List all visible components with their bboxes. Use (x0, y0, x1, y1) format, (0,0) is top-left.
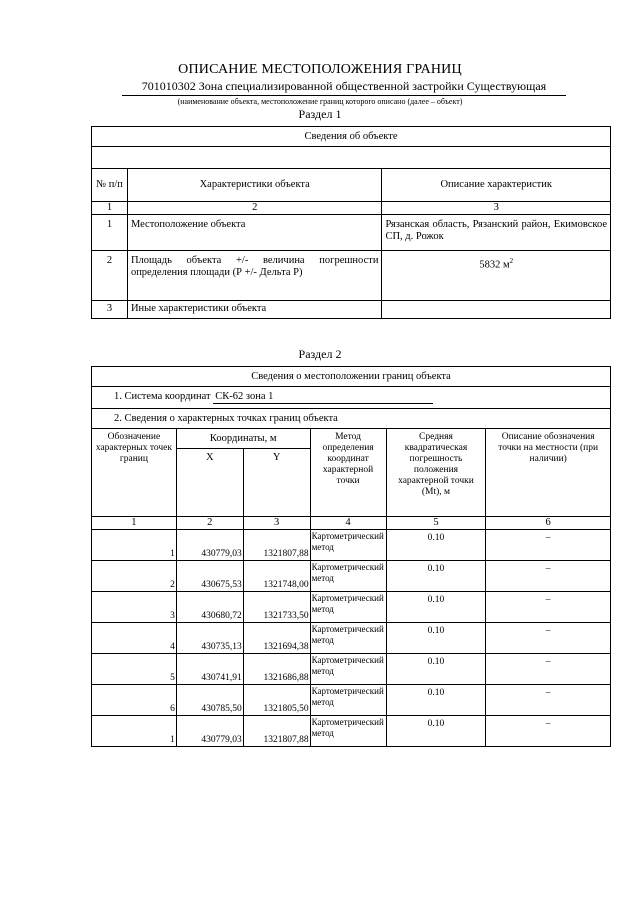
point-number: 6 (92, 685, 177, 716)
point-method: Картометрический метод (310, 592, 386, 623)
header-coords: Координаты, м (176, 429, 310, 449)
point-description: – (486, 685, 611, 716)
point-number: 5 (92, 654, 177, 685)
header-num: № п/п (92, 169, 128, 202)
index-cell: 6 (486, 517, 611, 530)
point-method: Картометрический метод (310, 623, 386, 654)
point-method: Картометрический метод (310, 530, 386, 561)
point-method: Картометрический метод (310, 561, 386, 592)
point-number: 2 (92, 561, 177, 592)
area-value: 5832 м (479, 259, 510, 271)
row-description (382, 301, 611, 319)
row-description: Рязанская область, Рязанский район, Екимовское СП, д. Рожок (382, 215, 611, 251)
point-x: 430680,72 (176, 592, 243, 623)
object-name: 701010302 Зона специализированной общественной застройки Существующая (122, 79, 566, 96)
index-cell: 1 (92, 202, 128, 215)
point-description: – (486, 561, 611, 592)
points-body (92, 530, 611, 747)
point-x: 430779,03 (176, 530, 243, 561)
point-error: 0.10 (386, 623, 486, 654)
object-name-note: (наименование объекта, местоположение границ которого описано (далее – объект) (177, 97, 463, 106)
area-unit-exponent: 2 (509, 257, 514, 265)
index-cell: 3 (382, 202, 611, 215)
row-description (382, 251, 611, 301)
point-error: 0.10 (386, 654, 486, 685)
point-description: – (486, 592, 611, 623)
object-info-table (91, 126, 611, 319)
point-method: Картометрический метод (310, 654, 386, 685)
point-number: 1 (92, 716, 177, 747)
point-x: 430675,53 (176, 561, 243, 592)
point-description: – (486, 530, 611, 561)
point-x: 430741,91 (176, 654, 243, 685)
point-y: 1321686,88 (243, 654, 310, 685)
row-characteristic: Местоположение объекта (127, 215, 382, 251)
point-y: 1321807,88 (243, 530, 310, 561)
point-number: 4 (92, 623, 177, 654)
table-row (92, 716, 611, 747)
point-method: Картометрический метод (310, 685, 386, 716)
boundary-points-table (91, 366, 611, 747)
header-description: Описание характеристик (382, 169, 611, 202)
coord-system-value: СК-62 зона 1 (213, 391, 433, 404)
header-error: Средняя квадратическая погрешность положения характерной точки (Mt), м (386, 429, 486, 517)
header-y: Y (243, 449, 310, 517)
point-y: 1321805,50 (243, 685, 310, 716)
index-cell: 2 (176, 517, 243, 530)
coord-system-label: 1. Система координат (114, 391, 211, 402)
point-description: – (486, 654, 611, 685)
coord-system-row (92, 387, 611, 409)
table-row (92, 530, 611, 561)
point-x: 430785,50 (176, 685, 243, 716)
index-cell: 5 (386, 517, 486, 530)
point-x: 430735,13 (176, 623, 243, 654)
point-error: 0.10 (386, 561, 486, 592)
index-cell: 3 (243, 517, 310, 530)
header-x: X (176, 449, 243, 517)
points-caption: 2. Сведения о характерных точках границ объекта (92, 409, 611, 429)
point-y: 1321733,50 (243, 592, 310, 623)
section1-label: Раздел 1 (298, 107, 342, 121)
point-y: 1321748,00 (243, 561, 310, 592)
point-description: – (486, 623, 611, 654)
index-cell: 4 (310, 517, 386, 530)
empty-row (92, 147, 611, 169)
boundary-caption: Сведения о местоположении границ объекта (92, 367, 611, 387)
section2-label: Раздел 2 (298, 347, 342, 361)
row-characteristic: Иные характеристики объекта (127, 301, 382, 319)
point-error: 0.10 (386, 530, 486, 561)
table-row (92, 215, 611, 251)
point-y: 1321807,88 (243, 716, 310, 747)
row-num: 3 (92, 301, 128, 319)
table-row (92, 301, 611, 319)
point-error: 0.10 (386, 592, 486, 623)
table-row (92, 685, 611, 716)
table-row (92, 623, 611, 654)
header-designation: Обозначение характерных точек границ (92, 429, 177, 517)
point-y: 1321694,38 (243, 623, 310, 654)
row-characteristic: Площадь объекта +/- величина погрешности определения площади (Р +/- Дельта Р) (127, 251, 382, 301)
header-characteristic: Характеристики объекта (127, 169, 382, 202)
header-method: Метод определения координат характерной точки (310, 429, 386, 517)
index-cell: 2 (127, 202, 382, 215)
point-error: 0.10 (386, 685, 486, 716)
point-error: 0.10 (386, 716, 486, 747)
table-row (92, 654, 611, 685)
document-title: ОПИСАНИЕ МЕСТОПОЛОЖЕНИЯ ГРАНИЦ (178, 62, 462, 77)
table-row (92, 561, 611, 592)
point-x: 430779,03 (176, 716, 243, 747)
point-number: 3 (92, 592, 177, 623)
table-row (92, 251, 611, 301)
row-num: 2 (92, 251, 128, 301)
point-description: – (486, 716, 611, 747)
header-point-description: Описание обозначения точки на местности (при наличии) (486, 429, 611, 517)
row-num: 1 (92, 215, 128, 251)
point-method: Картометрический метод (310, 716, 386, 747)
table-row (92, 592, 611, 623)
object-info-caption: Сведения об объекте (92, 127, 611, 147)
index-cell: 1 (92, 517, 177, 530)
point-number: 1 (92, 530, 177, 561)
